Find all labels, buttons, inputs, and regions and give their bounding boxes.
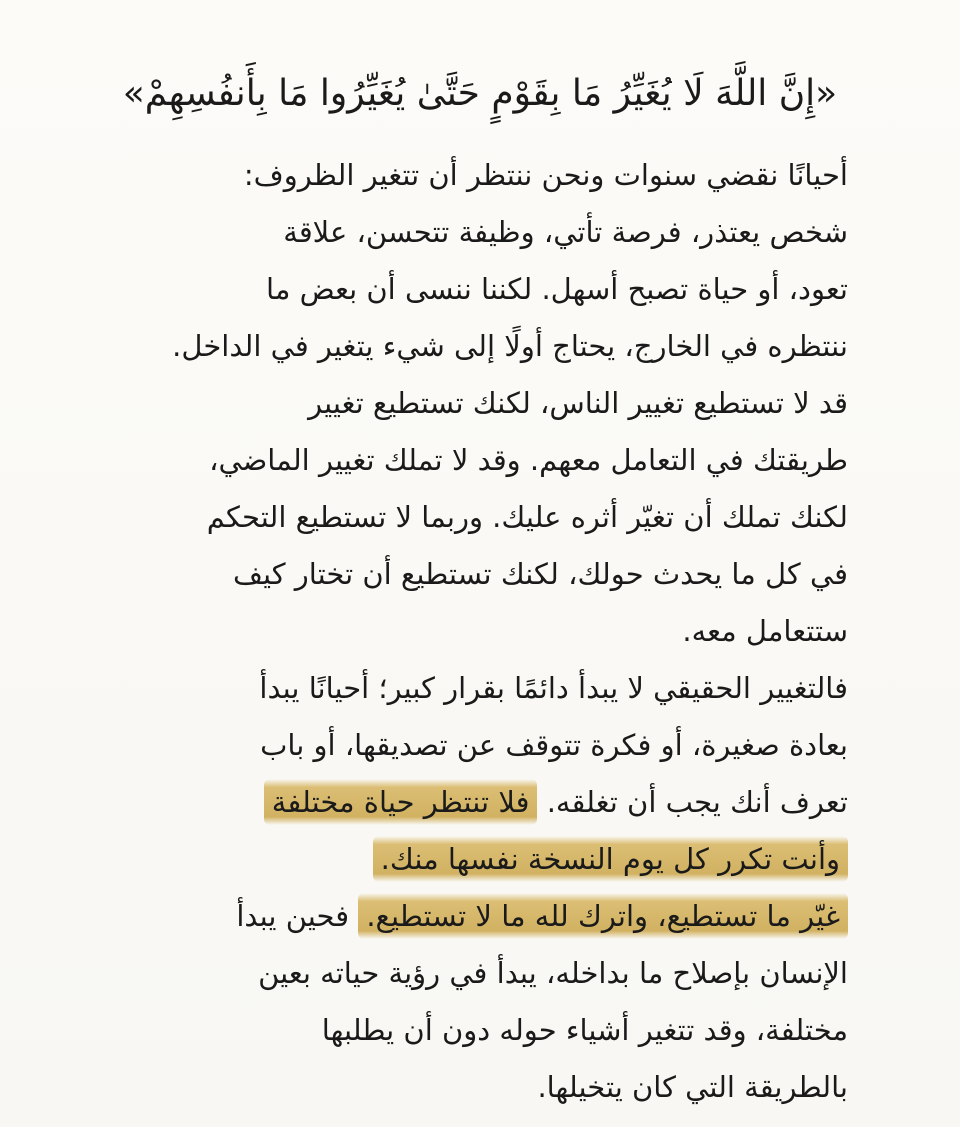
highlighted-phrase: غيّر ما تستطيع، واترك لله ما لا تستطيع. bbox=[358, 893, 848, 939]
paragraph-3-line-1 bbox=[108, 888, 848, 945]
paragraph-1-line-8: في كل ما يحدث حولك، لكنك تستطيع أن تختار كيف bbox=[232, 557, 848, 591]
paragraph-1-line-4: ننتظره في الخارج، يحتاج أولًا إلى شيء يتغير في الداخل. bbox=[172, 329, 848, 363]
paragraph-3-line-3: مختلفة، وقد تتغير أشياء حوله دون أن يطلبها bbox=[321, 1013, 848, 1047]
paragraph-1-line-7: لكنك تملك أن تغيّر أثره عليك. وربما لا تستطيع التحكم bbox=[206, 500, 848, 534]
paragraph-2-line-4 bbox=[108, 831, 848, 888]
paragraph-1-line-5: قد لا تستطيع تغيير الناس، لكنك تستطيع تغيير bbox=[308, 386, 848, 420]
paragraph-1-line-9: ستتعامل معه. bbox=[682, 614, 848, 648]
paragraph-3-line-2: الإنسان بإصلاح ما بداخله، يبدأ في رؤية حياته بعين bbox=[258, 956, 848, 990]
paragraph-2-line-3 bbox=[108, 774, 848, 831]
body-text bbox=[108, 147, 848, 1116]
paragraph-2-line-1: فالتغيير الحقيقي لا يبدأ دائمًا بقرار كبير؛ أحيانًا يبدأ bbox=[259, 671, 848, 705]
paragraph-2-line-3-text: تعرف أنك يجب أن تغلقه. bbox=[546, 785, 848, 819]
highlighted-phrase: فلا تنتظر حياة مختلفة bbox=[264, 779, 538, 825]
paragraph-3-line-4: بالطريقة التي كان يتخيلها. bbox=[537, 1070, 848, 1104]
highlighted-phrase: وأنت تكرر كل يوم النسخة نفسها منك. bbox=[373, 836, 848, 882]
paragraph-1-line-3: تعود، أو حياة تصبح أسهل. لكننا ننسى أن بعض ما bbox=[265, 272, 848, 306]
paragraph-1-line-1: أحيانًا نقضي سنوات ونحن ننتظر أن تتغير الظروف: bbox=[243, 158, 848, 192]
paragraph-1-line-2: شخص يعتذر، فرصة تأتي، وظيفة تتحسن، علاقة bbox=[283, 215, 848, 249]
paragraph-2-line-2: بعادة صغيرة، أو فكرة تتوقف عن تصديقها، أو باب bbox=[260, 728, 848, 762]
paragraph-1-line-6: طريقتك في التعامل معهم. وقد لا تملك تغيير الماضي، bbox=[209, 443, 848, 477]
quranic-verse-heading: «إِنَّ اللَّهَ لَا يُغَيِّرُ مَا بِقَوْمٍ حَتَّىٰ يُغَيِّرُوا مَا بِأَنفُسِهِمْ» bbox=[122, 73, 838, 114]
paragraph-3-line-1-text: فحين يبدأ bbox=[236, 899, 350, 933]
